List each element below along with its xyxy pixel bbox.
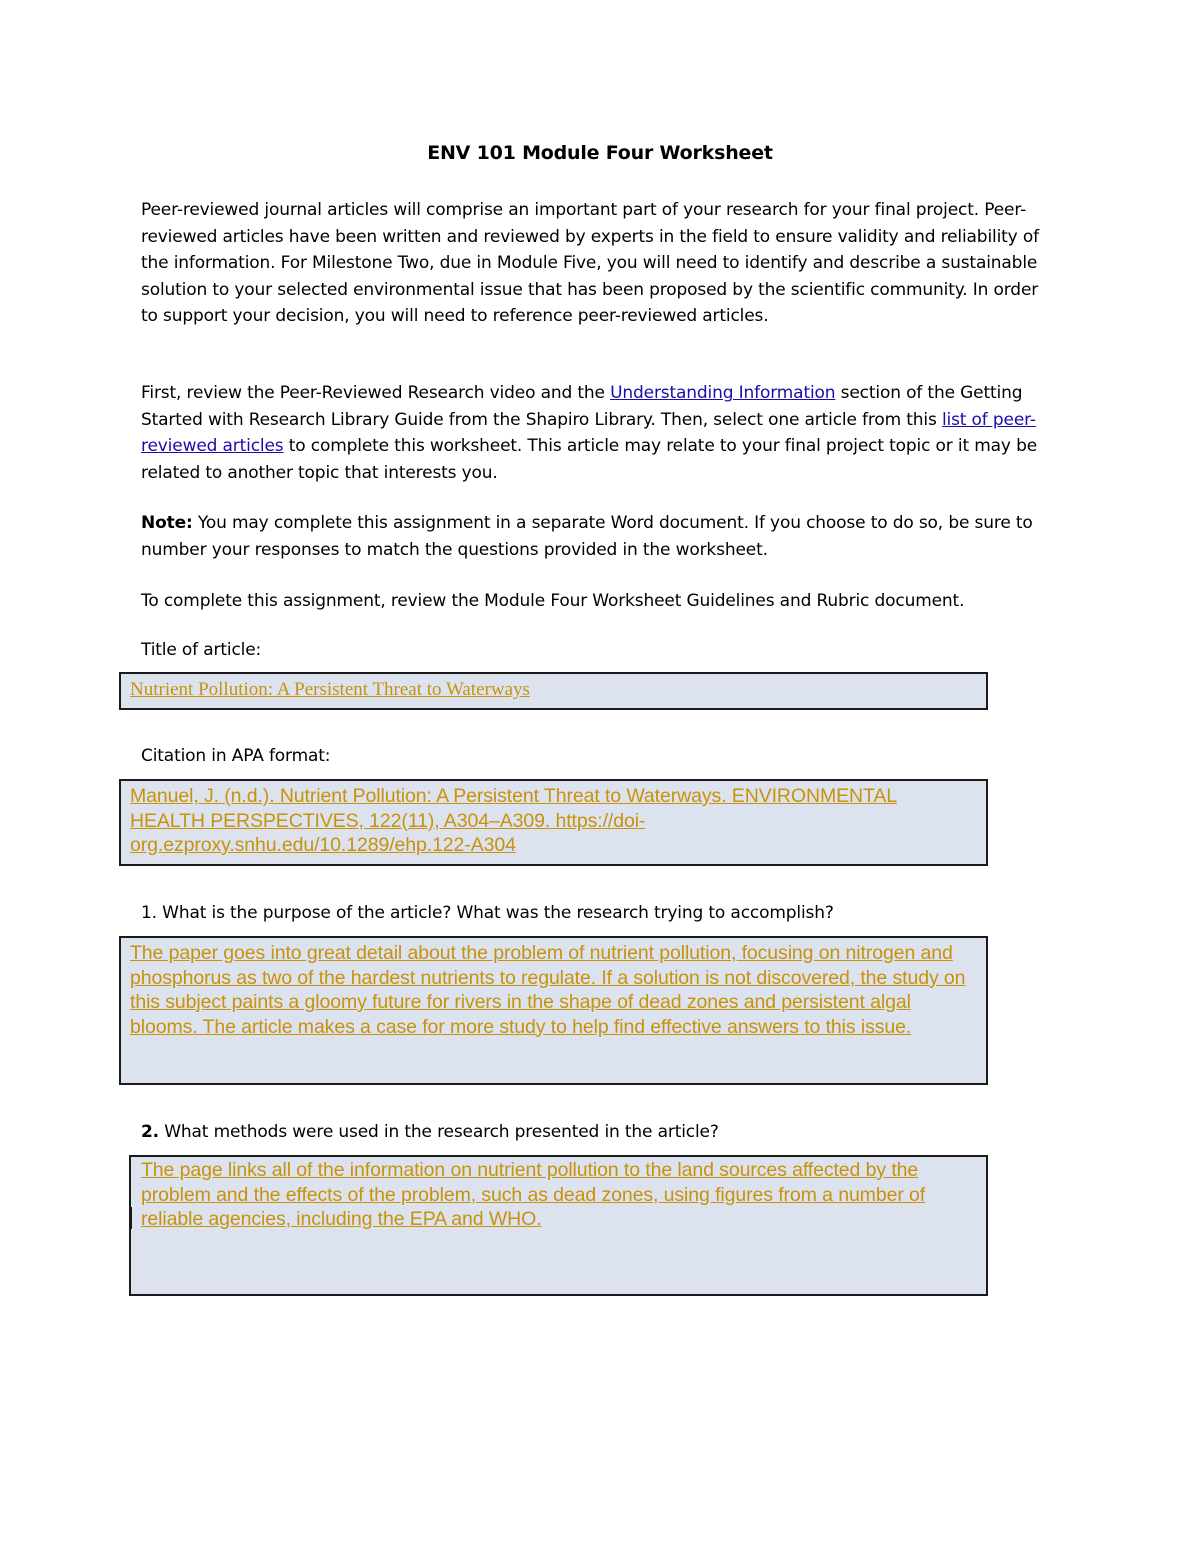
citation-field-label: Citation in APA format: — [141, 746, 331, 766]
citation-answer: Manuel, J. (n.d.). Nutrient Pollution: A Persistent Threat to Waterways. ENVIRONMENTAL HEALTH PERSPECTIVES, 122(11), A304–A309. https://doi-org.ezproxy.snhu.edu/10.1289/ehp.122-A304 — [130, 785, 897, 856]
title-answer-box[interactable] — [119, 672, 988, 710]
box-edge-mark — [129, 1207, 132, 1229]
question-2-answer: The page links all of the information on nutrient pollution to the land sources affected by the problem and the effects of the problem, such as dead zones, using figures from a number of reliable agencies, including the EPA and WHO. — [141, 1159, 926, 1230]
instructions-text-2: section of the Getting Started with Research Library Guide from the Shapiro Library. Then, select one article from this — [141, 383, 1023, 430]
citation-answer-box[interactable] — [119, 779, 988, 866]
question-1-answer: The paper goes into great detail about the problem of nutrient pollution, focusing on nitrogen and phosphorus as two of the hardest nutrients to regulate. If a solution is not discovered, the study on this subject paints a gloomy future for rivers in the shape of dead zones and persistent algal blooms. The article makes a case for more study to help find effective answers to this issue. — [130, 942, 966, 1038]
question-2-label — [141, 1122, 719, 1142]
page-title: ENV 101 Module Four Worksheet — [427, 142, 773, 164]
note-paragraph — [141, 510, 1056, 563]
note-text: You may complete this assignment in a separate Word document. If you choose to do so, be sure to number your responses to match the questions provided in the worksheet. — [141, 513, 1033, 560]
question-2-answer-box[interactable] — [129, 1155, 988, 1296]
title-answer: Nutrient Pollution: A Persistent Threat to Waterways — [130, 679, 530, 700]
question-1-answer-box[interactable] — [119, 936, 988, 1085]
question-2-text: What methods were used in the research presented in the article? — [159, 1122, 719, 1142]
title-field-label: Title of article: — [141, 640, 262, 660]
instructions-text-1: First, review the Peer-Reviewed Research video and the — [141, 383, 611, 403]
intro-paragraph: Peer-reviewed journal articles will comprise an important part of your research for your final project. Peer-reviewed articles have been written and reviewed by experts in the field to ensure validity and reliability of the information. For Milestone Two, due in Module Five, you will need to identify and describe a sustainable solution to your selected environmental issue that has been proposed by the scientific community. In order to support your decision, you will need to reference peer-reviewed articles. — [141, 200, 1039, 326]
completion-instructions: To complete this assignment, review the Module Four Worksheet Guidelines and Rubric document. — [141, 591, 965, 611]
note-label: Note: — [141, 513, 193, 533]
peer-reviewed-articles-link[interactable]: list of peer-reviewed articles — [141, 409, 1036, 456]
instructions-paragraph — [141, 380, 1056, 486]
instructions-text-3: to complete this worksheet. This article may relate to your final project topic or it may be related to another topic that interests you. — [141, 436, 1038, 483]
question-1-label: 1. What is the purpose of the article? What was the research trying to accomplish? — [141, 903, 834, 923]
understanding-information-link[interactable]: Understanding Information — [610, 383, 836, 403]
question-2-number: 2. — [141, 1122, 159, 1142]
